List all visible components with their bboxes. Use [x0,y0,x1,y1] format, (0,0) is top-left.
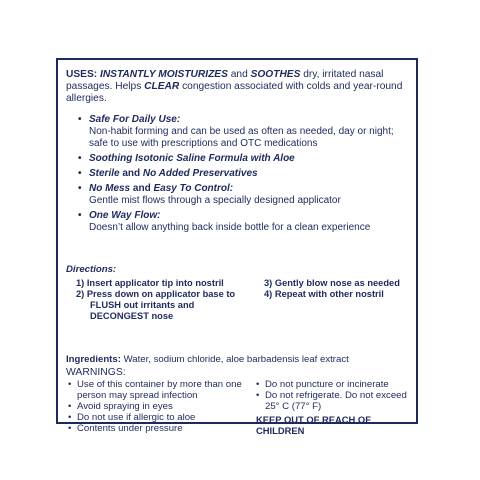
feature-one-way-flow [78,210,408,234]
warnings-column-left [66,379,256,436]
warning-item: • Use of this container by more than one person may spread infection [68,379,242,401]
directions-heading: Directions: [66,264,117,275]
warning-item: • Avoid spraying in eyes [68,401,173,412]
warning-item: • Do not puncture or incinerate [256,379,389,390]
ingredients-label: Ingredients: [66,354,121,365]
feature-no-mess [78,183,408,207]
product-label-panel [56,58,418,436]
bullet-glyph: • [68,379,72,390]
bullet-glyph: • [256,390,260,401]
warning-item: • Contents under pressure [68,423,183,434]
directions-column-right [254,278,408,322]
feature-title: Soothing Isotonic Saline Formula with Aloe [89,153,295,164]
feature-title-joiner: and [119,168,143,179]
bullet-glyph: • [78,168,82,179]
bullet-glyph: • [78,153,82,164]
uses-label: USES: [66,69,98,80]
feature-title: One Way Flow: [89,210,161,221]
ingredients-line [66,354,408,366]
direction-step-4: 4) Repeat with other nostril [264,289,384,299]
feature-description: Non-habit forming and can be used as often as needed, day or night; safe to use with prescriptions and OTC medications [89,126,394,149]
bullet-glyph: • [78,183,82,194]
direction-step-1: 1) Insert applicator tip into nostril [76,278,224,288]
feature-title-b: No Added Preservatives [142,168,258,179]
feature-description: Doesn’t allow anything back inside bottle for a clean experience [89,222,371,233]
uses-emphasis-soothes: SOOTHES [250,69,301,80]
feature-sterile [78,168,408,180]
feature-safe-daily-use [78,114,408,150]
direction-step-2-line-3: DECONGEST nose [90,311,174,321]
uses-paragraph [66,69,408,105]
warning-item: • Do not refrigerate. Do not exceed 25° C (77° F) [256,390,407,412]
feature-description: Gentle mist flows through a specially designed applicator [89,195,341,206]
bullet-glyph: • [78,114,82,125]
keep-out-of-reach-notice: KEEP OUT OF REACH OF CHILDREN [256,414,371,436]
directions-steps [66,278,408,322]
warnings-list [66,379,408,436]
bullet-glyph: • [256,379,260,390]
direction-step-2: 2) Press down on applicator base to [76,289,236,299]
uses-text-2: dry, irritated nasal passages. Helps [66,69,384,92]
uses-emphasis-clear: CLEAR [144,81,180,92]
uses-emphasis-moisturizes: INSTANTLY MOISTURIZES [99,69,228,80]
features-list [66,114,408,234]
bullet-glyph: • [78,210,82,221]
warnings-column-right [256,379,408,436]
directions-section [66,264,408,322]
bullet-glyph: • [68,412,72,423]
feature-title-a: Sterile [89,168,120,179]
uses-text-1: and [227,69,251,80]
feature-title-joiner: and [130,183,154,194]
bullet-glyph: • [68,401,72,412]
directions-column-left [66,278,254,322]
bullet-glyph: • [68,423,72,434]
direction-step-3: 3) Gently blow nose as needed [264,278,400,288]
warnings-heading: WARNINGS: [66,367,126,378]
uses-text-3: congestion associated with colds and year-round allergies. [66,81,403,104]
feature-isotonic-saline [78,153,408,165]
feature-title-a: No Mess [89,183,131,194]
direction-step-2-line-2: FLUSH out irritants and [90,300,195,310]
warning-item: • Do not use if allergic to aloe [68,412,196,423]
feature-title-b: Easy To Control: [153,183,234,194]
ingredients-text: Water, sodium chloride, aloe barbadensis leaf extract [120,354,349,365]
feature-title: Safe For Daily Use: [89,114,181,125]
